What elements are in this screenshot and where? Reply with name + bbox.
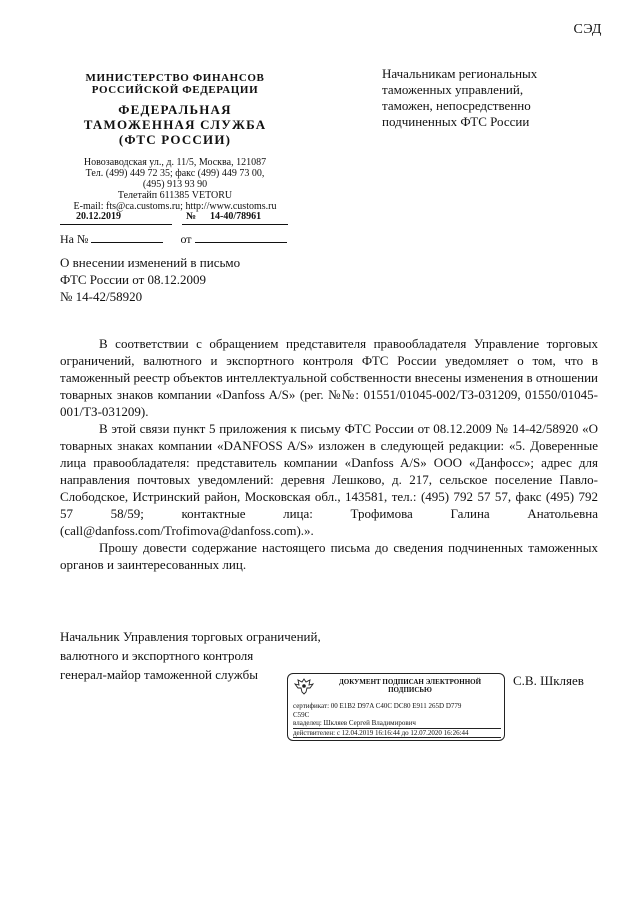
registration-number-label: №	[186, 211, 197, 222]
signer-position: Начальник Управления торговых ограничений, валютного и экспортного контроля генерал-майор таможенной службы	[60, 629, 321, 682]
ref-number-blank	[91, 232, 163, 243]
body-paragraph: В соответствии с обращением представителя правообладателя Управление торговых ограничений, валютного и экспортного контроля ФТС России уведомляет о том, что в таможенный реестр объектов интеллектуальной собственности внесены изменения в отношении товарных знаков компании «Danfoss A/S» (рег. №№: 01551/01045-002/ТЗ-031209, 01550/01045-001/ТЗ-031209).	[60, 336, 598, 419]
certificate-tail: C59C	[293, 710, 310, 719]
validity-line: действителен: с 12.04.2019 16:16:44 до 12.07.2020 16:26:44	[293, 729, 501, 739]
reference-line	[60, 232, 287, 247]
letter-subject: О внесении изменений в письмо ФТС России от 08.12.2009 № 14-42/58920	[60, 255, 241, 304]
letter-body	[60, 335, 598, 573]
ministry-name: МИНИСТЕРСТВО ФИНАНСОВ РОССИЙСКОЙ ФЕДЕРАЦИИ	[85, 72, 265, 96]
owner-line: владелец: Шкляев Сергей Владимирович	[293, 719, 501, 729]
number-underline	[182, 224, 288, 225]
addressee-block: Начальникам региональных таможенных управлений, таможен, непосредственно подчиненных ФТС России	[382, 66, 538, 129]
date-underline	[60, 224, 172, 225]
letterhead	[60, 72, 290, 212]
registration-date: 20.12.2019	[76, 211, 121, 222]
system-mark: СЭД	[573, 22, 602, 37]
contact-info: Новозаводская ул., д. 11/5, Москва, 121087 Тел. (499) 449 72 35; факс (499) 449 73 00, (495) 913 93 90 Телетайп 611385 VETORU E-mail: fts@ca.customs.ru; http://www.customs.ru	[73, 157, 277, 212]
eagle-emblem-icon	[292, 677, 316, 695]
ref-number-label: На №	[60, 232, 89, 246]
stamp-details	[293, 702, 501, 738]
signer-name: С.В. Шкляев	[513, 673, 584, 688]
ref-date-label: от	[180, 232, 192, 246]
service-name: ФЕДЕРАЛЬНАЯ ТАМОЖЕННАЯ СЛУЖБА (ФТС РОССИИ)	[83, 102, 267, 147]
registration-number: 14-40/78961	[210, 211, 262, 222]
e-signature-stamp	[287, 673, 505, 741]
certificate-line: сертификат: 00 E1B2 D97A C40C DC80 E911 265D D779	[293, 702, 462, 710]
stamp-title: ДОКУМЕНТ ПОДПИСАН ЭЛЕКТРОННОЙ ПОДПИСЬЮ	[338, 678, 482, 694]
body-paragraph: В этой связи пункт 5 приложения к письму ФТС России от 08.12.2009 № 14-42/58920 «О товарных знаках компании «DANFOSS A/S» изложен в следующей редакции: «5. Доверенные лица правообладателя: представитель компании «Danfoss A/S» ООО «Данфосс»; адрес для направления почтовых уведомлений: деревня Лешково, д. 217, сельское поселение Павло-Слободское, Истринский район, Московская обл., 143581, тел.: (495) 792 57 57, факс (495) 792 57 58/59; контактные лица: Трофимова Галина Анатольевна (call@danfoss.com/Trofimova@danfoss.com).».	[60, 421, 598, 538]
body-paragraph: Прошу довести содержание настоящего письма до сведения подчиненных таможенных органов и заинтересованных лиц.	[60, 540, 598, 572]
ref-date-blank	[195, 232, 287, 243]
